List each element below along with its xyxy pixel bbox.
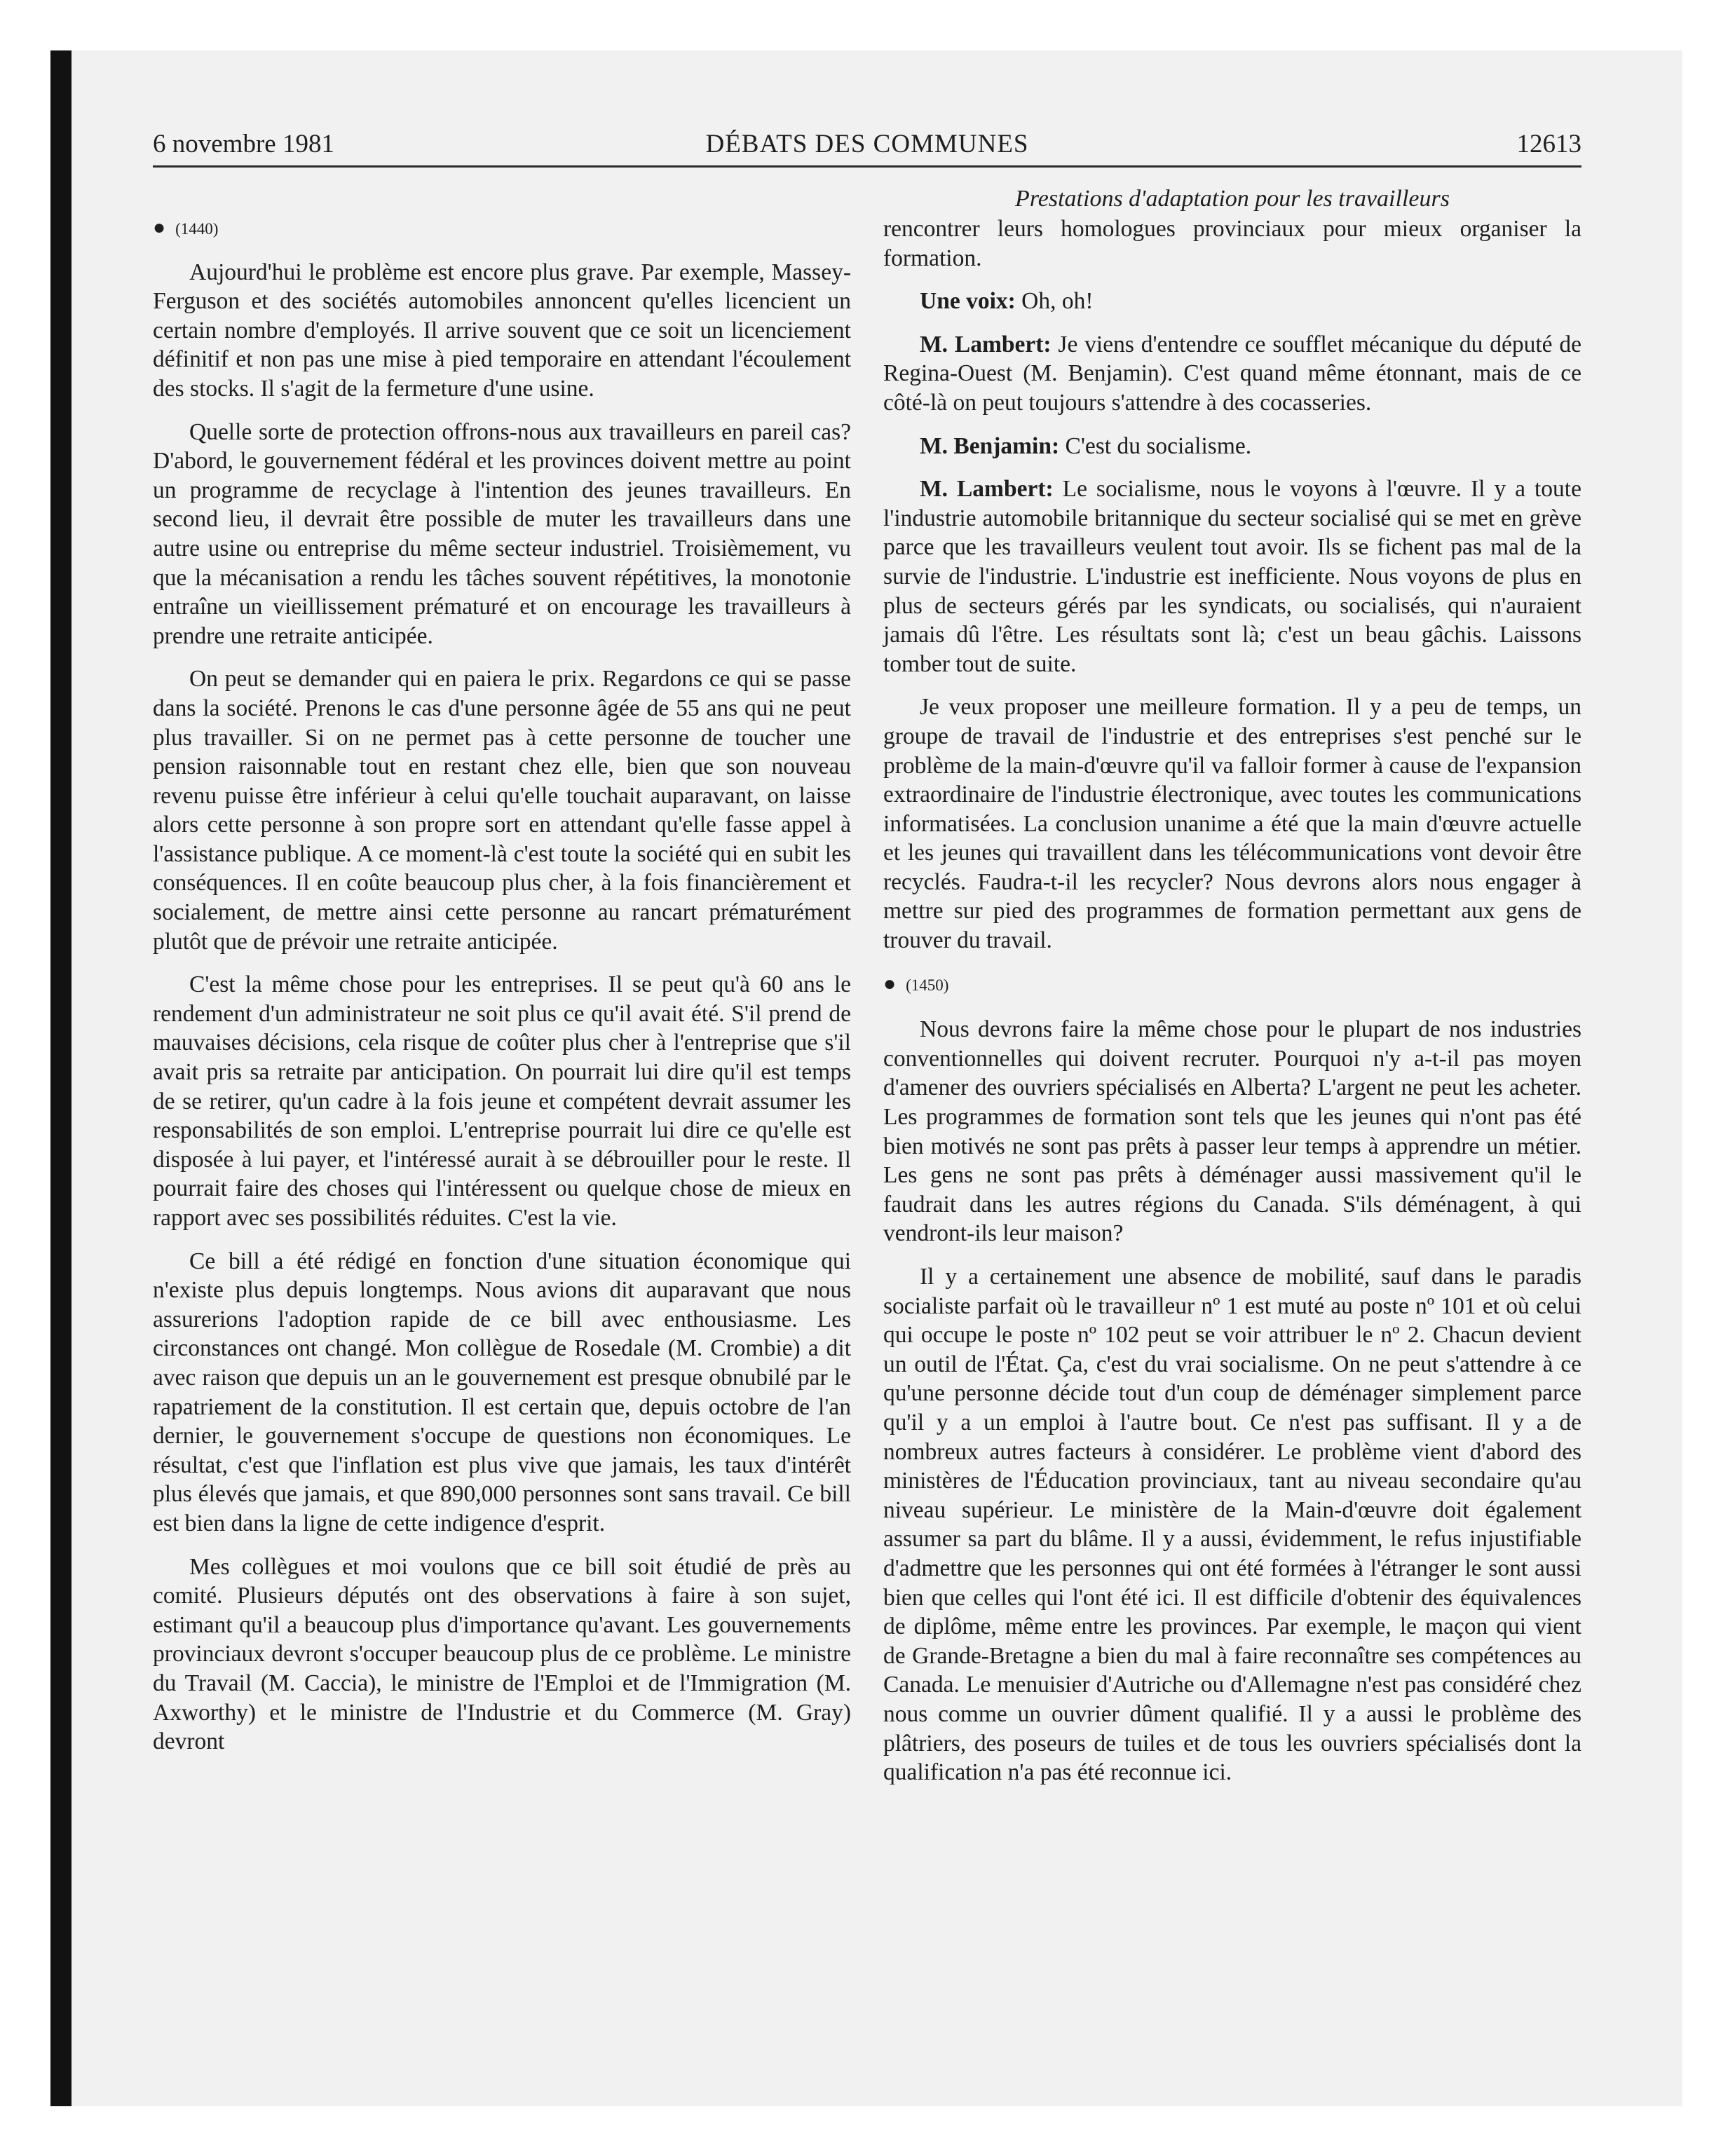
paragraph: Quelle sorte de protection offrons-nous aux travailleurs en pareil cas? D'abord, le gouvernement fédéral et les provinces doivent mettre au point un programme de recyclage à l'intention des jeunes travailleurs. En second lieu, il devrait être possible de muter les travailleurs dans une autre usine ou entreprise du même secteur industriel. Troisièmement, vu que la mécanisation a rendu les tâches souvent répétitives, la monotonie entraîne un vieillissement prématuré et on encourage les travailleurs à prendre une retraite anticipée. [153, 418, 851, 649]
paragraph: C'est la même chose pour les entreprises. Il se peut qu'à 60 ans le rendement d'un administrateur ne soit plus ce qu'il avait été. S'il prend de mauvaises décisions, cela risque de coûter plus cher à l'entreprise que s'il avait pris sa retraite par anticipation. On pourrait lui dire qu'il est temps de se retirer, qu'un cadre à la fois jeune et compétent devrait assumer les responsabilités de son emploi. L'entreprise pourrait lui dire ce qu'elle est disposée à lui payer, et l'intéressé aurait à se débrouiller pour le reste. Il pourrait faire des choses qui l'intéressent ou quelque chose de mieux en rapport avec ses possibilités réduites. C'est la vie. [153, 971, 851, 1231]
time-marker [153, 213, 851, 244]
header-rule [153, 165, 1581, 168]
time-marker-label: (1450) [906, 976, 949, 994]
right-column [883, 181, 1581, 1801]
paragraph: Ce bill a été rédigé en fonction d'une situation économique qui n'existe plus depuis longtemps. Nous avions dit auparavant que nous assurerions l'adoption rapide de ce bill avec enthousiasme. Les circonstances ont changé. Mon collègue de Rosedale (M. Crombie) a dit avec raison que depuis un an le gouvernement est presque obnubilé par le rapatriement de la constitution. Il est certain que, depuis octobre de l'an dernier, le gouvernement s'occupe de questions non économiques. Le résultat, c'est que l'inflation est plus vive que jamais, les taux d'intérêt plus élevés que jamais, et que 890,000 personnes sont sans travail. Ce bill est bien dans la ligne de cette indigence d'esprit. [153, 1248, 851, 1536]
speech-text: Je viens d'entendre ce soufflet mécanique du député de Regina-Ouest (M. Benjamin). C'est quand même étonnant, mais de ce côté-là on peut toujours s'attendre à des cocasseries. [883, 331, 1581, 416]
speech [883, 330, 1581, 418]
speech [883, 432, 1581, 461]
header-date: 6 novembre 1981 [153, 130, 334, 158]
speech [883, 475, 1581, 678]
speech-text: Oh, oh! [1015, 288, 1094, 315]
page-header [153, 125, 1581, 164]
time-marker-label: (1440) [175, 220, 219, 238]
speaker-name: M. Benjamin: [920, 432, 1060, 459]
speech [883, 287, 1581, 316]
bullet-icon: ● [153, 216, 166, 239]
speech-text: C'est du socialisme. [1059, 432, 1252, 459]
paragraph: Aujourd'hui le problème est encore plus grave. Par exemple, Massey-Ferguson et des sociétés automobiles annoncent qu'elles licencient un certain nombre d'employés. Il arrive souvent que ce soit un licenciement définitif et non pas une mise à pied temporaire en attendant l'écoulement des stocks. Il s'agit de la fermeture d'une usine. [153, 259, 851, 402]
header-page-number: 12613 [1516, 130, 1581, 158]
header-publication: DÉBATS DES COMMUNES [705, 130, 1029, 158]
paragraph: On peut se demander qui en paiera le prix. Regardons ce qui se passe dans la société. Prenons le cas d'une personne âgée de 55 ans qui ne peut plus travailler. Si on ne permet pas à cette personne de toucher une pension raisonnable tout en restant chez elle, bien que son nouveau revenu puisse être inférieur à celui qu'elle touchait auparavant, on laisse alors cette personne à son propre sort en attendant qu'elle fasse appel à l'assistance publique. A ce moment-là c'est toute la société qui en subit les conséquences. Il en coûte beaucoup plus cher, à la fois financièrement et socialement, de mettre ainsi cette personne au rancart prématurément plutôt que de prévoir une retraite anticipée. [153, 666, 851, 955]
time-marker [883, 969, 1581, 1000]
scan-edge [50, 50, 72, 2106]
speaker-name: Une voix: [920, 288, 1016, 315]
paragraph: Il y a certainement une absence de mobilité, sauf dans le paradis socialiste parfait où le travailleur nº 1 est muté au poste nº 101 et où celui qui occupe le poste nº 102 peut se voir attribuer le nº 2. Chacun devient un outil de l'État. Ça, c'est du vrai socialisme. On ne peut s'attendre à ce qu'une personne décide tout d'un coup de déménager simplement parce qu'il y a un emploi à l'autre bout. Ce n'est pas suffisant. Il y a de nombreux autres facteurs à considérer. Le problème vient d'abord des ministères de l'Éducation provinciaux, tant au niveau secondaire qu'au niveau supérieur. Le ministère de la Main-d'œuvre doit également assumer sa part du blâme. Il y a aussi, évidemment, le refus injustifiable d'admettre que les personnes qui ont été formées à l'étranger le sont aussi bien que celles qui l'ont été ici. Il est difficile d'obtenir des équivalences de diplôme, même entre les provinces. Par exemple, le maçon qui vient de Grande-Bretagne a bien du mal à faire reconnaître ses compétences au Canada. Le menuisier d'Autriche ou d'Allemagne n'est pas considéré chez nous comme un ouvrier dûment qualifié. Il y a aussi le problème des plâtriers, des poseurs de tuiles et de tous les ouvriers spécialisés dont la qualification n'a pas été reconnue ici. [883, 1264, 1581, 1786]
paragraph: Nous devrons faire la même chose pour le plupart de nos industries conventionnelles qui doivent recruter. Pourquoi n'y a-t-il pas moyen d'amener des ouvriers spécialisés en Alberta? L'argent ne peut les acheter. Les programmes de formation sont tels que les jeunes qui n'ont pas été bien motivés ne sont pas prêts à passer leur temps à apprendre un métier. Les gens ne sont pas prêts à déménager aussi massivement qu'il le faudrait dans les autres régions du Canada. S'ils déménagent, à qui vendront-ils leur maison? [883, 1016, 1581, 1247]
left-column [153, 181, 851, 1770]
paragraph: Je veux proposer une meilleure formation. Il y a peu de temps, un groupe de travail de l'industrie et des entreprises s'est penché sur le problème de la main-d'œuvre qu'il va falloir former à cause de l'expansion extraordinaire de l'industrie électronique, avec toutes les communications informatisées. La conclusion unanime a été que la main d'œuvre actuelle et les jeunes qui travaillent dans les télécommunications vont devoir être recyclés. Faudra-t-il les recycler? Nous devrons alors nous engager à mettre sur pied des programmes de formation permettant aux gens de trouver du travail. [883, 694, 1581, 954]
paragraph-continuation: rencontrer leurs homologues provinciaux pour mieux organiser la formation. [883, 216, 1581, 271]
running-title: Prestations d'adaptation pour les travailleurs [1015, 186, 1450, 212]
bullet-icon: ● [883, 971, 897, 995]
speech-text: Le socialisme, nous le voyons à l'œuvre. Il y a toute l'industrie automobile britannique du secteur socialisé qui se met en grève parce que les travailleurs veulent tout avoir. Ils se fichent pas mal de la survie de l'industrie. L'industrie est inefficiente. Nous voyons de plus en plus de secteurs gérés par les syndicats, ou socialisés, qui n'auraient jamais dû l'être. Les résultats sont là; c'est un beau gâchis. Laissons tomber tout de suite. [883, 476, 1581, 677]
speaker-name: M. Lambert: [920, 331, 1052, 357]
speaker-name: M. Lambert: [920, 476, 1054, 503]
paragraph: Mes collègues et moi voulons que ce bill soit étudié de près au comité. Plusieurs députés ont des observations à faire à son sujet, estimant qu'il a beaucoup plus d'importance qu'avant. Les gouvernements provinciaux devront s'occuper beaucoup plus de ce problème. Le ministre du Travail (M. Caccia), le ministre de l'Emploi et de l'Immigration (M. Axworthy) et le ministre de l'Industrie et du Commerce (M. Gray) devront [153, 1553, 851, 1755]
